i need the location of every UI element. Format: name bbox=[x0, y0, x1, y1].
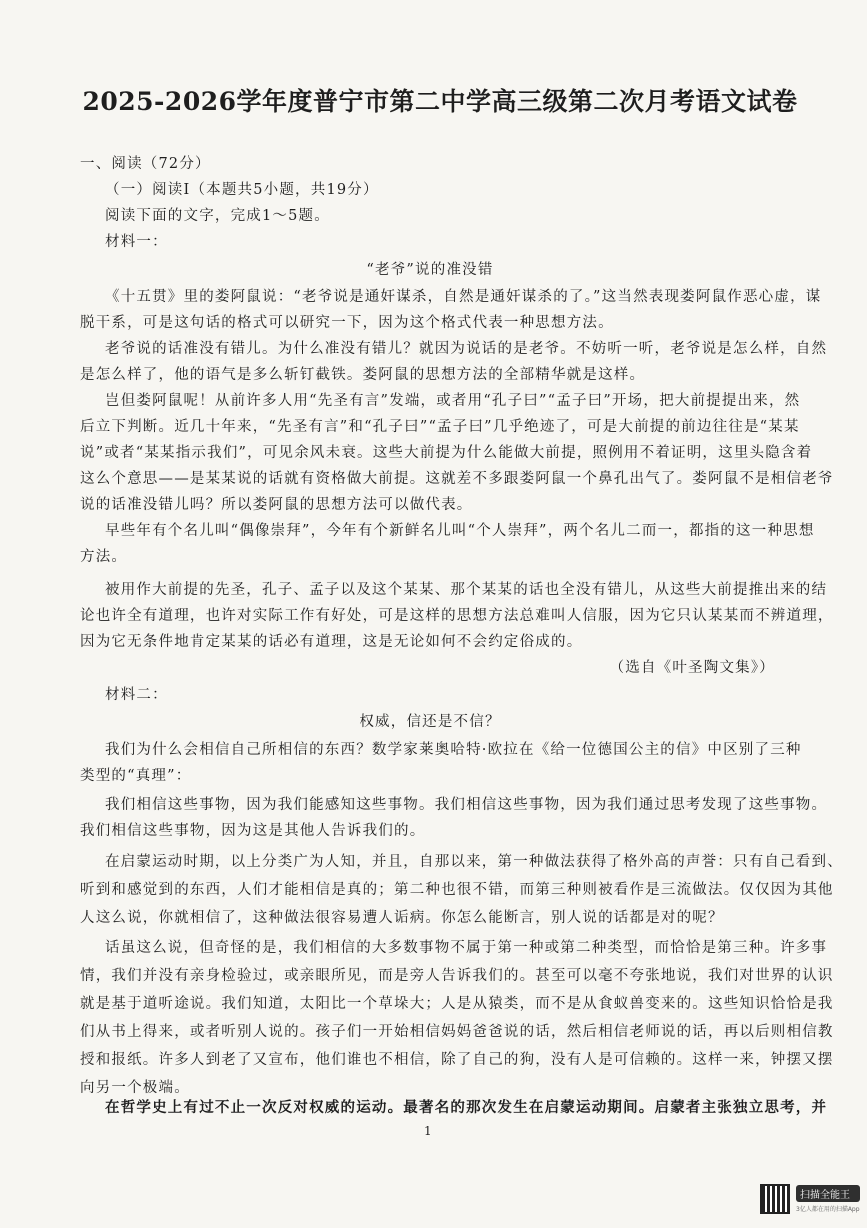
text-line: 我们相信这些事物，因为这是其他人告诉我们的。 bbox=[80, 823, 426, 839]
text-line: 我们相信这些事物，因为我们能感知这些事物。我们相信这些事物，因为我们通过思考发现了这些事物。 bbox=[105, 797, 828, 813]
text-line: 授和报纸。许多人到老了又宣布，他们谁也不相信，除了自己的狗，没有人是可信赖的。这样一来，钟摆又摆 bbox=[80, 1052, 834, 1068]
text-line: 方法。 bbox=[80, 549, 128, 565]
text-line: 《十五贯》里的娄阿鼠说：“老爷说是通奸谋杀，自然是通奸谋杀的了。”这当然表现娄阿鼠作恶心虚，谋 bbox=[105, 289, 822, 305]
page-number: 1 bbox=[424, 1124, 432, 1138]
text-line: 早些年有个名儿叫“偶像崇拜”，今年有个新鲜名儿叫“个人崇拜”，两个名儿二而一，都指的这一种思想 bbox=[105, 523, 815, 539]
text-line: 人这么说，你就相信了，这种做法很容易遭人诟病。你怎么能断言，别人说的话都是对的呢？ bbox=[80, 910, 724, 926]
text-line: 老爷说的话准没有错儿。为什么准没有错儿？就因为说话的是老爷。不妨听一听，老爷说是怎么样，自然 bbox=[105, 341, 828, 357]
scanner-app-name: 扫描全能王 bbox=[796, 1185, 860, 1202]
text-line: 因为它无条件地肯定某某的话必有道理，这是无论如何不会约定俗成的。 bbox=[80, 634, 583, 650]
material1-heading: “老爷”说的准没错 bbox=[366, 262, 494, 278]
scanner-tagline: 3亿人都在用的扫描App bbox=[796, 1206, 860, 1213]
material1-label: 材料一： bbox=[105, 234, 168, 250]
text-line: 说的话准没错儿吗？所以娄阿鼠的思想方法可以做代表。 bbox=[80, 497, 473, 513]
text-line: 这么个意思——是某某说的话就有资格做大前提。这就差不多跟娄阿鼠一个鼻孔出气了。娄阿鼠不是相信老爷 bbox=[80, 471, 834, 487]
text-line: 是怎么样了，他的语气是多么斩钉截铁。娄阿鼠的思想方法的全部精华就是这样。 bbox=[80, 367, 646, 383]
subsection-heading: （一）阅读Ⅰ（本题共5小题，共19分） bbox=[105, 182, 379, 198]
material2-label: 材料二： bbox=[105, 687, 168, 703]
text-line: 后立下判断。近几十年来，“先圣有言”和“孔子曰”“孟子曰”几乎绝迹了，可是大前提的前边往往是“某某 bbox=[80, 419, 800, 435]
text-line: 听到和感觉到的东西，人们才能相信是真的；第二种也很不错，而第三种则被看作是三流做法。仅仅因为其他 bbox=[80, 882, 834, 898]
text-line: 就是基于道听途说。我们知道，太阳比一个草垛大；人是从猿类，而不是从食蚁兽变来的。这些知识恰恰是我 bbox=[80, 996, 834, 1012]
instruction-text: 阅读下面的文字，完成1～5题。 bbox=[105, 208, 330, 224]
text-line: 情，我们并没有亲身检验过，或亲眼所见，而是旁人告诉我们的。甚至可以毫不夸张地说，我们对世界的认识 bbox=[80, 968, 834, 984]
material2-heading: 权威，信还是不信？ bbox=[359, 714, 501, 730]
material1-source: （选自《叶圣陶文集》） bbox=[609, 660, 775, 676]
exam-title: 2025-2026学年度普宁市第二中学高三级第二次月考语文试卷 bbox=[82, 87, 798, 116]
qr-code-icon bbox=[760, 1184, 790, 1214]
text-line: 话虽这么说，但奇怪的是，我们相信的大多数事物不属于第一种或第二种类型，而恰恰是第三种。许多事 bbox=[105, 940, 828, 956]
text-line: 向另一个极端。 bbox=[80, 1080, 190, 1096]
text-line: 说”或者“某某指示我们”，可见余风未衰。这些大前提为什么能做大前提，照例用不着证明，这里头隐含着 bbox=[80, 445, 813, 461]
text-line: 论也许全有道理，也许对实际工作有好处，可是这样的思想方法总难叫人信服，因为它只认某某而不辨道理， bbox=[80, 608, 834, 624]
text-line: 类型的“真理”： bbox=[80, 768, 192, 784]
text-line: 们从书上得来，或者听别人说的。孩子们一开始相信妈妈爸爸说的话，然后相信老师说的话，再以后则相信教 bbox=[80, 1024, 834, 1040]
text-line: 被用作大前提的先圣，孔子、孟子以及这个某某、那个某某的话也全没有错儿，从这些大前提推出来的结 bbox=[105, 582, 828, 598]
section-heading: 一、阅读（72分） bbox=[80, 156, 211, 172]
scanner-watermark bbox=[760, 1180, 860, 1218]
text-line: 我们为什么会相信自己所相信的东西？数学家莱奥哈特·欧拉在《给一位德国公主的信》中区别了三种 bbox=[105, 742, 802, 758]
text-line: 在启蒙运动时期，以上分类广为人知，并且，自那以来，第一种做法获得了格外高的声誉：只有自己看到、 bbox=[105, 854, 843, 870]
text-line: 脱干系，可是这句话的格式可以研究一下，因为这个格式代表一种思想方法。 bbox=[80, 315, 614, 331]
text-line: 岂但娄阿鼠呢！从前许多人用“先圣有言”发端，或者用“孔子曰”“孟子曰”开场，把大前提提出来，然 bbox=[105, 393, 801, 409]
text-line: 在哲学史上有过不止一次反对权威的运动。最著名的那次发生在启蒙运动期间。启蒙者主张独立思考，并 bbox=[105, 1099, 828, 1116]
